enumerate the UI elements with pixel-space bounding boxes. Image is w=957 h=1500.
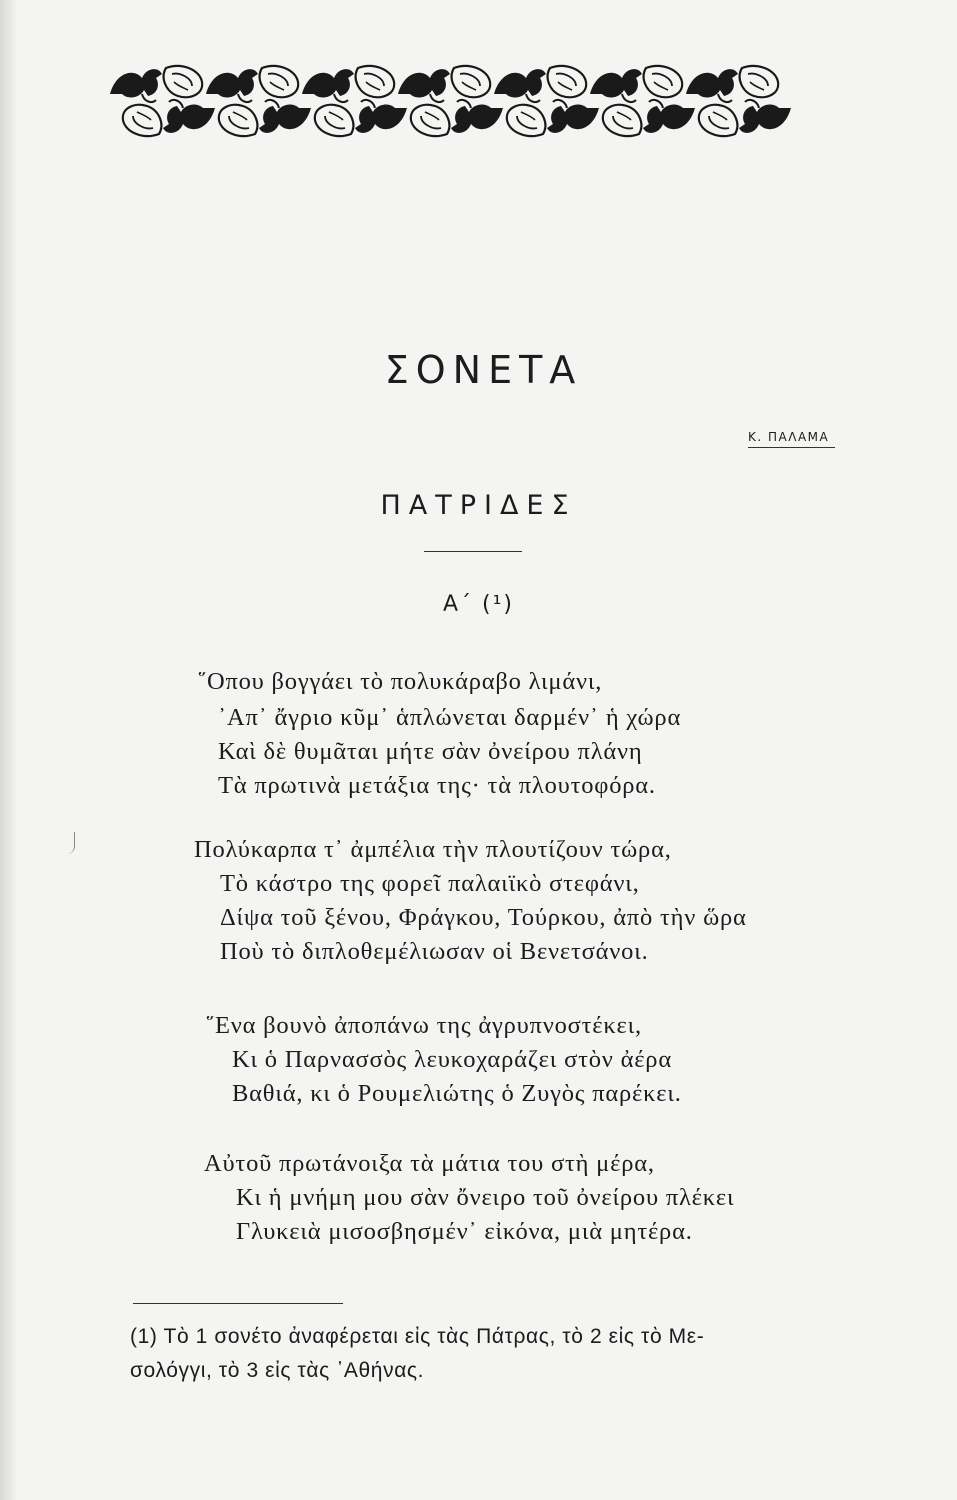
poem-line: ῞Ενα βουνὸ ἀποπάνω της ἀγρυπνοστέκει, — [206, 1012, 642, 1039]
poem-line: Γλυκειὰ μισοσβησμέν᾿ εἰκόνα, μιὰ μητέρα. — [236, 1218, 693, 1245]
poem-line: Ποὺ τὸ διπλοθεμέλιωσαν οἱ Βενετσάνοι. — [220, 938, 649, 965]
poem-line: Δίψα τοῦ ξένου, Φράγκου, Τούρκου, ἀπὸ τὴν ὥρα — [220, 904, 747, 931]
author-name: Κ. ΠΑΛΑΜΑ — [748, 430, 835, 448]
poem-line: Κι ὁ Παρνασσὸς λευκοχαράζει στὸν ἀέρα — [232, 1046, 672, 1073]
poem-line: Τὰ πρωτινὰ μετάξια της· τὰ πλουτοφόρα. — [218, 772, 656, 799]
poem-line: ῞Οπου βογγάει τὸ πολυκάραβο λιμάνι, — [198, 668, 603, 695]
sonnet-number: Α΄ (¹) — [442, 592, 515, 617]
footnote-divider — [133, 1303, 343, 1304]
page-title: ΣΟΝΕΤΑ — [384, 348, 583, 392]
poem-line: Βαθιά, κι ὁ Ρουμελιώτης ὁ Ζυγὸς παρέκει. — [232, 1080, 682, 1107]
poem-line: Αὐτοῦ πρωτάνοιξα τὰ μάτια του στὴ μέρα, — [204, 1150, 655, 1177]
footnote-line-1: (1) Τὸ 1 σονέτο ἀναφέρεται εἰς τὰς Πάτρας, τὸ 2 εἰς τὸ Με- — [130, 1325, 705, 1348]
poem-title: ΠΑΤΡΙΔΕΣ — [380, 490, 577, 521]
poem-line: ᾿Απ᾿ ἄγριο κῦμ᾿ ἁπλώνεται δαρμέν᾿ ἡ χώρα — [218, 704, 682, 731]
poem-line: Καὶ δὲ θυμᾶται μήτε σὰν ὀνείρου πλάνη — [218, 738, 643, 765]
footnote-line-2: σολόγγι, τὸ 3 εἰς τὰς ᾿Αθήνας. — [130, 1359, 425, 1382]
poem-line: Πολύκαρπα τ᾿ ἀμπέλια τὴν πλουτίζουν τώρα, — [194, 836, 672, 863]
poem-line: Κι ἡ μνήμη μου σὰν ὄνειρο τοῦ ὀνείρου πλέκει — [236, 1184, 735, 1211]
footnote — [130, 1320, 890, 1388]
poem-line: Τὸ κάστρο της φορεῖ παλαιϊκὸ στεφάνι, — [220, 870, 640, 897]
